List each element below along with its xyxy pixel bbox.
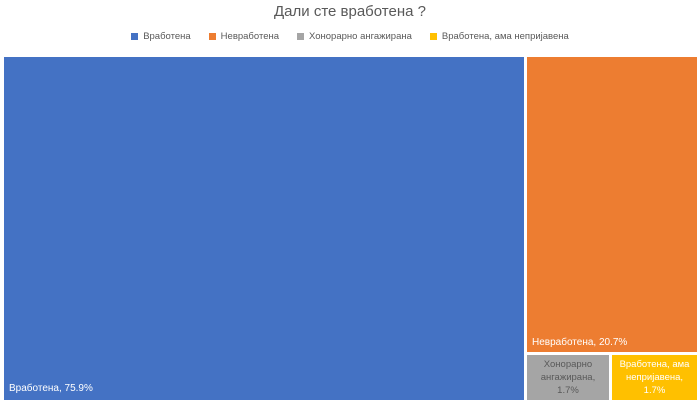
chart-title: Дали сте вработена ? bbox=[274, 3, 426, 20]
tile-label: Вработена, 75.9% bbox=[9, 383, 93, 394]
treemap-tile-unregistered bbox=[612, 355, 697, 400]
tile-label: Хонорарно ангажирана, 1.7% bbox=[540, 359, 596, 396]
legend-label: Вработена, ама непријавена bbox=[441, 31, 569, 42]
legend-label: Вработена bbox=[143, 31, 191, 42]
treemap-tile-freelance bbox=[527, 355, 609, 400]
legend-label: Невработена bbox=[220, 31, 280, 42]
treemap-tile-unemployed bbox=[527, 57, 697, 352]
treemap-tile-employed bbox=[4, 57, 524, 400]
legend-label: Хонорарно ангажирана bbox=[309, 31, 412, 42]
tile-label: Вработена, ама непријавена, 1.7% bbox=[619, 359, 690, 396]
tile-label: Невработена, 20.7% bbox=[532, 337, 628, 348]
